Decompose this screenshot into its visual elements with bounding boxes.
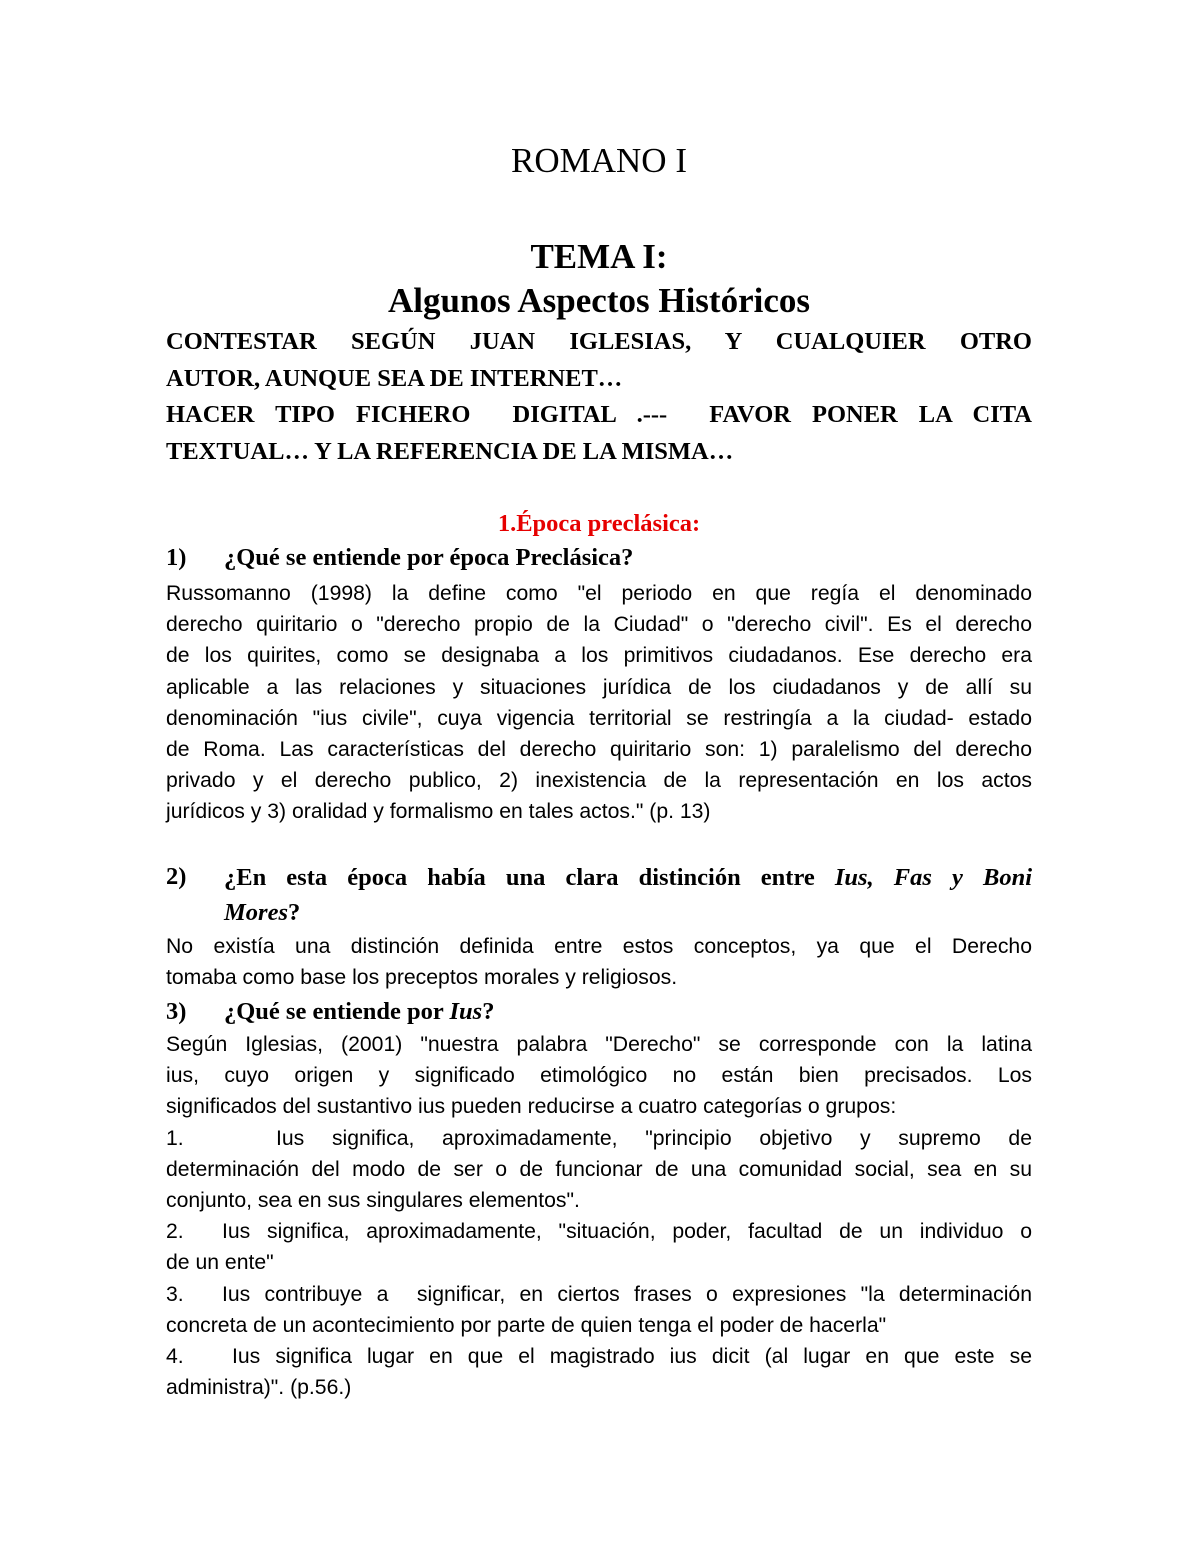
section-heading: 1.Época preclásica:: [497, 510, 701, 537]
question-3: [166, 995, 1032, 1029]
answer-1: [166, 578, 1032, 828]
question-text-part: ¿En esta época había una clara distinción entre: [224, 864, 835, 891]
question-text-part: ?: [287, 899, 301, 926]
question-text-cont: [224, 895, 1032, 930]
list-item-line: de un ente": [166, 1251, 274, 1275]
list-item-number: 4.: [166, 1345, 184, 1369]
answer-line: privado y el derecho publico, 2) inexistencia de la representación en los actos: [166, 769, 1032, 793]
list-item-number: 2.: [166, 1220, 184, 1244]
topic-heading: TEMA I:: [530, 237, 668, 276]
answer-line: Según Iglesias, (2001) "nuestra palabra "Derecho" se corresponde con la latina: [166, 1033, 1032, 1056]
question-term: Ius: [449, 998, 483, 1025]
answer-line: aplicable a las relaciones y situaciones jurídica de los ciudadanos y de allí su: [166, 675, 1032, 699]
answer-line: tomaba como base los preceptos morales y religiosos.: [166, 966, 678, 990]
answer-3: [166, 1029, 1032, 1403]
question-text: [224, 860, 1032, 895]
answer-line: jurídicos y 3) oralidad y formalismo en tales actos." (p. 13): [166, 800, 711, 824]
answer-line: derecho quiritario o "derecho propio de la Ciudad" o "derecho civil". Es el derecho: [166, 613, 1032, 637]
list-item-line: concreta de un acontecimiento por parte de quien tenga el poder de hacerla": [166, 1313, 887, 1337]
answer-2: [166, 931, 1032, 993]
answer-line: de los quirites, como se designaba a los primitivos ciudadanos. Ese derecho era: [166, 644, 1032, 668]
list-item-line: administra)". (p.56.): [166, 1376, 352, 1400]
list-item-number: 1.: [166, 1126, 184, 1150]
question-term: Mores: [224, 899, 288, 926]
list-item-line: determinación del modo de ser o de funcionar de una comunidad social, sea en su: [166, 1157, 1032, 1181]
answer-line: Russomanno (1998) la define como "el periodo en que regía el denominado: [166, 582, 1032, 605]
question-2: [166, 860, 1032, 930]
topic-subtitle: Algunos Aspectos Históricos: [388, 281, 810, 320]
list-item-line: [166, 1216, 1032, 1247]
list-item: [166, 1279, 1032, 1341]
question-number: 2): [166, 863, 187, 890]
question-number: 3): [166, 998, 187, 1025]
list-item-line: conjunto, sea en sus singulares elementos".: [166, 1189, 580, 1213]
question-1: [166, 541, 1032, 575]
question-term: Ius, Fas y Boni: [834, 864, 1033, 891]
list-item-text: Ius contribuye a significar, en ciertos frases o expresiones "la determinación: [222, 1282, 1032, 1306]
list-item-text: Ius significa lugar en que el magistrado ius dicit (al lugar en que este se: [232, 1345, 1032, 1369]
question-text: ¿Qué se entiende por época Preclásica?: [224, 544, 634, 571]
answer-line: ius, cuyo origen y significado etimológico no están bien precisados. Los: [166, 1064, 1032, 1088]
instructions-line: CONTESTAR SEGÚN JUAN IGLESIAS, Y CUALQUIER OTRO: [166, 328, 1032, 355]
answer-line: No existía una distinción definida entre estos conceptos, ya que el Derecho: [166, 935, 1032, 958]
question-text: [224, 995, 1032, 1029]
list-item: [166, 1123, 1032, 1217]
list-item: [166, 1216, 1032, 1278]
question-text-part: ¿Qué se entiende por: [224, 998, 450, 1025]
list-item-line: [166, 1279, 1032, 1310]
answer-line: denominación "ius civile", cuya vigencia territorial se restringía a la ciudad- estado: [166, 706, 1032, 730]
question-text-part: ?: [482, 998, 495, 1025]
instructions: [166, 324, 1032, 470]
list-item-text: Ius significa, aproximadamente, "principio objetivo y supremo de: [276, 1126, 1032, 1150]
list-item-line: [166, 1123, 1032, 1154]
list-item: [166, 1341, 1032, 1403]
page-title: ROMANO I: [511, 141, 687, 180]
instructions-line: TEXTUAL… Y LA REFERENCIA DE LA MISMA…: [166, 437, 734, 465]
answer-line: de Roma. Las características del derecho quiritario son: 1) paralelismo del derecho: [166, 738, 1032, 762]
answer-line: significados del sustantivo ius pueden reducirse a cuatro categorías o grupos:: [166, 1095, 897, 1119]
instructions-line: AUTOR, AUNQUE SEA DE INTERNET…: [166, 364, 623, 392]
instructions-line: HACER TIPO FICHERO DIGITAL .--- FAVOR PONER LA CITA: [166, 401, 1032, 428]
question-number: 1): [166, 544, 187, 571]
list-item-text: Ius significa, aproximadamente, "situación, poder, facultad de un individuo o: [222, 1220, 1032, 1244]
list-item-line: [166, 1341, 1032, 1372]
list-item-number: 3.: [166, 1282, 184, 1306]
